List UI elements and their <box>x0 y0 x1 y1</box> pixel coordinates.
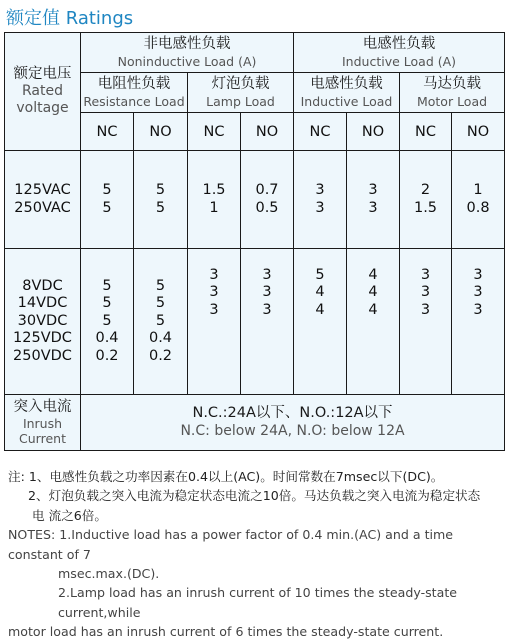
note-cn-line-2 <box>8 486 504 505</box>
nc-label: NC <box>400 113 452 151</box>
no-label: NO <box>452 113 505 151</box>
cell-value: 4 <box>368 267 378 283</box>
cell-value: 3 <box>209 267 219 283</box>
inrush-current-row <box>5 395 505 451</box>
voltage-value: 125VDC <box>13 330 72 347</box>
note-en-line-4: motor load has an inrush current of 6 times the steady-state current. <box>8 624 444 640</box>
inrush-header <box>5 395 81 451</box>
cell-value: 3 <box>315 199 325 216</box>
resistance-cn: 电阻性负载 <box>97 76 171 93</box>
table-cell <box>241 151 294 249</box>
note-en-line-2: msec.max.(DC). <box>58 566 160 582</box>
cell-value: 3 <box>368 182 378 199</box>
cell-value: 3 <box>473 284 483 301</box>
cell-value: 5 <box>315 267 325 283</box>
cell-value: 3 <box>473 267 483 283</box>
inductive-sub-header <box>294 73 400 113</box>
induct-en: Inductive Load <box>300 93 393 109</box>
no-label: NO <box>241 113 294 151</box>
inrush-value <box>81 395 505 451</box>
cell-value: 4 <box>368 284 378 301</box>
rated-voltage-en-1: Rated <box>22 83 63 100</box>
note-text: 灯泡负载之突入电流为稳定状态电流之10倍。马达负载之突入电流为稳定状态 <box>48 488 481 504</box>
cell-value: 3 <box>262 284 272 301</box>
cell-value: 5 <box>155 312 166 329</box>
cell-value: 5 <box>102 199 112 216</box>
cell-value: 2 <box>420 182 431 199</box>
table-cell <box>347 249 400 395</box>
table-cell <box>241 249 294 395</box>
cell-value: 5 <box>102 278 112 295</box>
note-en-line-3: 2.Lamp load has an inrush current of 10 times the steady-state current,while <box>58 585 458 620</box>
table-cell <box>134 151 188 249</box>
voltage-value: 250VDC <box>13 347 72 364</box>
cell-value: 0.2 <box>95 347 119 364</box>
inductive-cn: 电感性负载 <box>362 36 436 53</box>
noninductive-load-header <box>81 33 294 73</box>
cell-value: 5 <box>155 199 166 216</box>
note-en-line-1 <box>8 525 504 564</box>
cell-value: 3 <box>262 301 272 318</box>
inrush-cn: 突入电流 <box>13 398 72 415</box>
nc-label: NC <box>188 113 241 151</box>
cell-value: 0.5 <box>255 199 279 216</box>
note-cn-line-3: 电 流之6倍。 <box>32 507 107 523</box>
voltage-value: 14VDC <box>17 295 68 312</box>
motor-load-header <box>400 73 505 113</box>
dc-voltage-cell <box>5 249 81 395</box>
table-cell <box>188 151 241 249</box>
cell-value: 1 <box>209 199 219 216</box>
no-label: NO <box>134 113 188 151</box>
cell-value: 3 <box>209 301 219 318</box>
table-cell <box>294 249 347 395</box>
cell-value: 3 <box>315 182 325 199</box>
cell-value: 1.5 <box>413 199 438 216</box>
cell-value: 3 <box>368 199 378 216</box>
cell-value: 4 <box>315 301 325 318</box>
cell-value: 3 <box>473 301 483 318</box>
resistance-en: Resistance Load <box>83 93 185 109</box>
nc-label: NC <box>81 113 134 151</box>
table-cell <box>452 249 505 395</box>
cell-value: 0.8 <box>466 199 490 216</box>
lamp-cn: 灯泡负载 <box>211 76 270 93</box>
table-cell <box>188 249 241 395</box>
note-cn-line-1 <box>8 467 504 486</box>
lamp-en: Lamp Load <box>206 93 275 109</box>
ac-voltage-row <box>5 151 505 249</box>
ac-voltage-cell <box>5 151 81 249</box>
page-title: 额定值 Ratings <box>6 8 134 29</box>
resistance-load-header <box>81 73 188 113</box>
cell-value: 5 <box>102 312 112 329</box>
cell-value: 5 <box>155 278 166 295</box>
cell-value: 5 <box>102 295 112 312</box>
table-cell <box>452 151 505 249</box>
dc-voltage-row <box>5 249 505 395</box>
cell-value: 5 <box>155 295 166 312</box>
rated-voltage-en-2: voltage <box>16 100 69 117</box>
nc-label: NC <box>294 113 347 151</box>
table-cell <box>294 151 347 249</box>
table-cell <box>347 151 400 249</box>
table-cell <box>400 249 452 395</box>
noninductive-cn: 非电感性负载 <box>143 36 231 53</box>
inductive-load-header <box>294 33 505 73</box>
inductive-en: Inductive Load (A) <box>342 53 457 69</box>
note-prefix: 2、 <box>28 488 49 504</box>
table-cell <box>81 151 134 249</box>
cell-value: 4 <box>315 284 325 301</box>
voltage-value: 30VDC <box>17 312 68 329</box>
cell-value: 5 <box>102 182 112 199</box>
table-header-row <box>5 33 505 73</box>
induct-cn: 电感性负载 <box>310 76 383 93</box>
cell-value: 0.4 <box>148 330 173 347</box>
noninductive-en: Noninductive Load (A) <box>117 53 257 69</box>
ratings-table <box>4 32 505 451</box>
table-cell <box>134 249 188 395</box>
note-prefix: NOTES: 1. <box>8 527 72 543</box>
cell-value: 3 <box>209 284 219 301</box>
note-text: 电感性负载之功率因素在0.4以上(AC)。时间常数在7msec以下(DC)。 <box>49 469 444 484</box>
rated-voltage-cn: 额定电压 <box>13 66 72 82</box>
motor-en: Motor Load <box>416 93 488 109</box>
note-text: Inductive load has a power factor of 0.4 min.(AC) and a time constant of 7 <box>8 527 454 562</box>
cell-value: 0.2 <box>148 347 173 364</box>
voltage-value: 125VAC <box>14 182 71 199</box>
notes-section <box>8 467 504 642</box>
table-cell <box>400 151 452 249</box>
note-prefix: 注: 1、 <box>8 469 50 484</box>
cell-value: 0.4 <box>95 330 119 347</box>
rated-voltage-header <box>5 33 81 151</box>
cell-value: 0.7 <box>255 182 279 199</box>
inrush-value-cn: N.C.:24A以下、N.O.:12A以下 <box>192 405 393 422</box>
cell-value: 1.5 <box>202 182 226 199</box>
inrush-en-2: Current <box>19 431 66 447</box>
voltage-value: 8VDC <box>22 278 63 295</box>
inrush-value-en: N.C: below 24A, N.O: below 12A <box>180 422 405 439</box>
cell-value: 3 <box>420 267 431 283</box>
table-cell <box>81 249 134 395</box>
cell-value: 3 <box>420 284 431 301</box>
lamp-load-header <box>188 73 294 113</box>
cell-value: 4 <box>368 301 378 318</box>
voltage-value: 250VAC <box>14 199 71 216</box>
cell-value: 5 <box>155 182 166 199</box>
inrush-en-1: Inrush <box>22 416 63 432</box>
cell-value: 1 <box>473 182 483 199</box>
cell-value: 3 <box>420 301 431 318</box>
motor-cn: 马达负载 <box>423 76 482 93</box>
no-label: NO <box>347 113 400 151</box>
cell-value: 3 <box>262 267 272 283</box>
